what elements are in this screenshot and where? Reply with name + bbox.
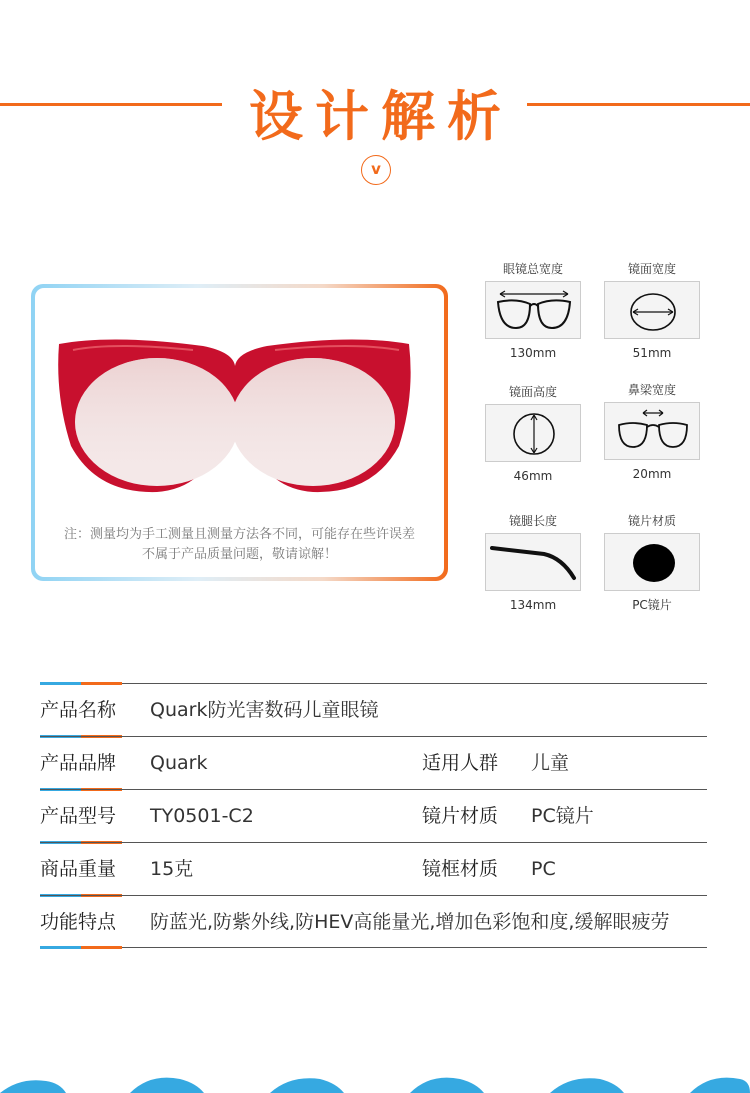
wave-decoration [0, 1073, 750, 1093]
measurement-lens-height [483, 383, 583, 484]
spec-value: PC镜片 [531, 805, 594, 827]
measurement-value: 20mm [632, 467, 672, 481]
lens-width-icon [604, 281, 700, 339]
spec-value: 防蓝光,防紫外线,防HEV高能量光,增加色彩饱和度,缓解眼疲劳 [150, 911, 670, 933]
note-line-2: 不属于产品质量问题，敬请谅解！ [141, 547, 337, 562]
spec-key: 产品品牌 [40, 752, 117, 774]
measurement-label: 鼻梁宽度 [627, 383, 676, 397]
table-row [40, 842, 707, 895]
measurement-value: 51mm [632, 346, 672, 360]
measurement-lens-material [602, 512, 702, 613]
spec-value: 15克 [150, 858, 194, 880]
spec-key: 镜框材质 [422, 858, 499, 880]
spec-key: 功能特点 [40, 911, 117, 933]
measurement-label: 镜腿长度 [508, 514, 557, 528]
measurement-value: 46mm [513, 469, 553, 483]
measurement-value: 134mm [509, 598, 557, 612]
spec-value: 儿童 [531, 752, 570, 774]
total-width-icon [485, 281, 581, 339]
glasses-image [53, 336, 415, 506]
spec-key: 镜片材质 [422, 805, 499, 827]
header-divider-right [527, 103, 750, 106]
spec-value: TY0501-C2 [150, 805, 254, 827]
spec-value: PC [531, 858, 556, 880]
temple-length-icon [485, 533, 581, 591]
spec-value: Quark防光害数码儿童眼镜 [150, 699, 379, 721]
section-header [0, 70, 750, 150]
measurement-bridge-width [602, 381, 702, 482]
table-row [40, 789, 707, 842]
product-photo-card [31, 284, 448, 581]
measurement-value: PC镜片 [632, 598, 672, 612]
spec-value: Quark [150, 752, 208, 774]
measurement-label: 眼镜总宽度 [502, 262, 563, 276]
measurement-total-width [483, 260, 583, 361]
note-line-1: 注：测量均为手工测量且测量方法各不同，可能存在些许误差 [63, 527, 415, 542]
table-row [40, 895, 707, 948]
spec-table [40, 683, 707, 948]
bridge-width-icon [604, 402, 700, 460]
measurement-value: 130mm [509, 346, 557, 360]
spec-key: 适用人群 [422, 752, 499, 774]
table-row [40, 683, 707, 736]
measurement-lens-width [602, 260, 702, 361]
spec-key: 产品名称 [40, 699, 117, 721]
chevron-badge-icon: v [361, 155, 391, 185]
section-title: 设计解析 [249, 85, 513, 148]
measurement-note [35, 525, 444, 565]
table-row [40, 736, 707, 789]
spec-key: 产品型号 [40, 805, 117, 827]
lens-height-icon [485, 404, 581, 462]
measurement-temple-length [483, 512, 583, 613]
lens-material-icon [604, 533, 700, 591]
measurement-label: 镜面高度 [508, 385, 557, 399]
spec-key: 商品重量 [40, 858, 117, 880]
measurement-label: 镜片材质 [627, 514, 676, 528]
measurement-label: 镜面宽度 [627, 262, 676, 276]
